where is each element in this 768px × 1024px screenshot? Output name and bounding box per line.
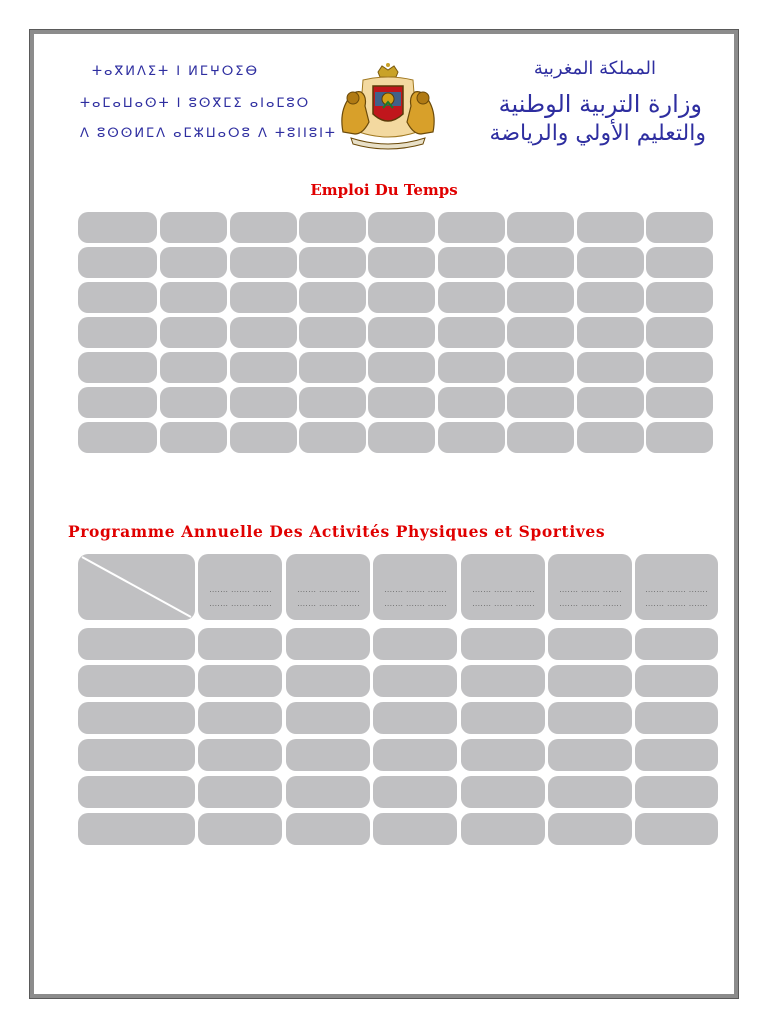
timetable-cell <box>230 212 297 243</box>
timetable-cell <box>507 282 574 313</box>
arabic-ministry-line: وزارة التربية الوطنية <box>498 90 702 118</box>
timetable-cell <box>438 247 505 278</box>
timetable-cell <box>368 317 435 348</box>
program-cell <box>461 665 545 697</box>
timetable-cell <box>368 282 435 313</box>
timetable-cell <box>438 212 505 243</box>
timetable-cell <box>507 317 574 348</box>
program-cell <box>635 813 718 845</box>
page-border <box>30 30 738 998</box>
timetable-cell <box>160 247 227 278</box>
timetable-cell <box>78 352 157 383</box>
timetable-cell <box>646 247 713 278</box>
timetable-cell <box>577 282 644 313</box>
timetable-cell <box>368 352 435 383</box>
program-cell <box>373 665 457 697</box>
timetable-cell <box>577 387 644 418</box>
program-cell <box>198 776 282 808</box>
program-header-cell <box>198 554 282 620</box>
timetable-cell <box>78 282 157 313</box>
placeholder-dots: ....... ....... ....... <box>384 586 447 594</box>
program-cell <box>198 702 282 734</box>
timetable-cell <box>507 387 574 418</box>
timetable-cell <box>299 387 366 418</box>
timetable-cell <box>230 387 297 418</box>
program-header-cell <box>373 554 457 620</box>
program-cell <box>635 702 718 734</box>
program-cell <box>548 776 632 808</box>
timetable-cell <box>160 352 227 383</box>
program-header-cell <box>548 554 632 620</box>
timetable-cell <box>438 282 505 313</box>
program-cell <box>78 628 195 660</box>
program-header-cell <box>461 554 545 620</box>
placeholder-dots: ....... ....... ....... <box>472 586 535 594</box>
placeholder-dots: ....... ....... ....... <box>297 586 360 594</box>
program-cell <box>635 776 718 808</box>
timetable-cell <box>438 387 505 418</box>
timetable-cell <box>299 247 366 278</box>
arabic-education-line: والتعليم الأولي والرياضة <box>489 121 706 146</box>
programme-annuel-title: Programme Annuelle Des Activités Physiques et Sportives <box>68 522 606 541</box>
timetable-cell <box>507 247 574 278</box>
placeholder-dots: ....... ....... ....... <box>559 586 622 594</box>
program-cell <box>461 813 545 845</box>
program-cell <box>198 739 282 771</box>
program-cell <box>373 776 457 808</box>
timetable-cell <box>577 212 644 243</box>
timetable-cell <box>299 352 366 383</box>
timetable-cell <box>577 422 644 453</box>
coat-of-arms-icon <box>333 62 443 152</box>
timetable-cell <box>368 247 435 278</box>
arabic-kingdom-line: المملكة المغربية <box>533 58 656 79</box>
timetable-cell <box>646 387 713 418</box>
timetable-cell <box>160 317 227 348</box>
timetable-cell <box>507 422 574 453</box>
program-cell <box>198 813 282 845</box>
timetable-cell <box>78 422 157 453</box>
tifinagh-ministry-line: ⵜⴰⵎⴰⵡⴰⵙⵜ ⵏ ⵓⵙⴳⵎⵉ ⴰⵏⴰⵎⵓⵔ <box>80 96 311 111</box>
placeholder-dots: ....... ....... ....... <box>297 600 360 608</box>
program-cell <box>548 702 632 734</box>
placeholder-dots: ....... ....... ....... <box>645 600 708 608</box>
program-cell <box>198 665 282 697</box>
placeholder-dots: ....... ....... ....... <box>209 600 272 608</box>
timetable-cell <box>230 317 297 348</box>
program-cell <box>78 813 195 845</box>
program-cell <box>286 702 370 734</box>
program-cell <box>286 628 370 660</box>
placeholder-dots: ....... ....... ....... <box>472 600 535 608</box>
program-header-cell <box>635 554 718 620</box>
placeholder-dots: ....... ....... ....... <box>559 600 622 608</box>
timetable-cell <box>646 422 713 453</box>
timetable-cell <box>368 212 435 243</box>
program-cell <box>635 739 718 771</box>
program-cell <box>548 628 632 660</box>
timetable-cell <box>160 282 227 313</box>
timetable-cell <box>577 352 644 383</box>
timetable-cell <box>507 212 574 243</box>
timetable-cell <box>646 352 713 383</box>
timetable-cell <box>577 247 644 278</box>
timetable-cell <box>507 352 574 383</box>
placeholder-dots: ....... ....... ....... <box>645 586 708 594</box>
document-header <box>0 0 768 160</box>
timetable-cell <box>230 247 297 278</box>
program-cell <box>635 628 718 660</box>
timetable-cell <box>78 212 157 243</box>
timetable-cell <box>299 212 366 243</box>
placeholder-dots: ....... ....... ....... <box>209 586 272 594</box>
timetable-cell <box>78 387 157 418</box>
timetable-cell <box>438 422 505 453</box>
program-cell <box>373 628 457 660</box>
timetable-cell <box>230 422 297 453</box>
timetable-cell <box>438 352 505 383</box>
timetable-cell <box>577 317 644 348</box>
program-cell <box>373 813 457 845</box>
timetable-cell <box>230 352 297 383</box>
timetable-cell <box>299 317 366 348</box>
program-cell <box>548 739 632 771</box>
timetable-cell <box>299 282 366 313</box>
program-cell <box>286 776 370 808</box>
program-cell <box>286 813 370 845</box>
timetable-cell <box>368 422 435 453</box>
program-cell <box>461 739 545 771</box>
program-cell <box>548 813 632 845</box>
timetable-cell <box>438 317 505 348</box>
emploi-du-temps-title: Emploi Du Temps <box>310 181 458 199</box>
program-cell <box>286 739 370 771</box>
program-header-cell <box>286 554 370 620</box>
program-cell <box>461 776 545 808</box>
timetable-cell <box>78 317 157 348</box>
program-cell <box>461 628 545 660</box>
tifinagh-education-line: ⴷ ⵓⵙⵙⵍⵎⴷ ⴰⵎⵣⵡⴰⵔⵓ ⴷ ⵜⵓⵏⵏⵓⵏⵜ <box>80 126 337 141</box>
program-corner-cell <box>78 554 195 620</box>
placeholder-dots: ....... ....... ....... <box>384 600 447 608</box>
timetable-cell <box>299 422 366 453</box>
program-cell <box>286 665 370 697</box>
program-cell <box>78 739 195 771</box>
timetable-cell <box>646 212 713 243</box>
timetable-cell <box>646 317 713 348</box>
program-cell <box>635 665 718 697</box>
program-cell <box>548 665 632 697</box>
program-cell <box>198 628 282 660</box>
tifinagh-kingdom-line: ⵜⴰⴳⵍⴷⵉⵜ ⵏ ⵍⵎⵖⵔⵉⴱ <box>92 64 260 79</box>
program-cell <box>461 702 545 734</box>
timetable-cell <box>160 387 227 418</box>
timetable-cell <box>160 212 227 243</box>
timetable-cell <box>646 282 713 313</box>
timetable-cell <box>160 422 227 453</box>
program-cell <box>78 776 195 808</box>
timetable-cell <box>78 247 157 278</box>
program-cell <box>373 739 457 771</box>
program-cell <box>78 665 195 697</box>
timetable-cell <box>368 387 435 418</box>
program-cell <box>373 702 457 734</box>
timetable-cell <box>230 282 297 313</box>
diagonal-divider-icon <box>78 554 195 620</box>
program-cell <box>78 702 195 734</box>
